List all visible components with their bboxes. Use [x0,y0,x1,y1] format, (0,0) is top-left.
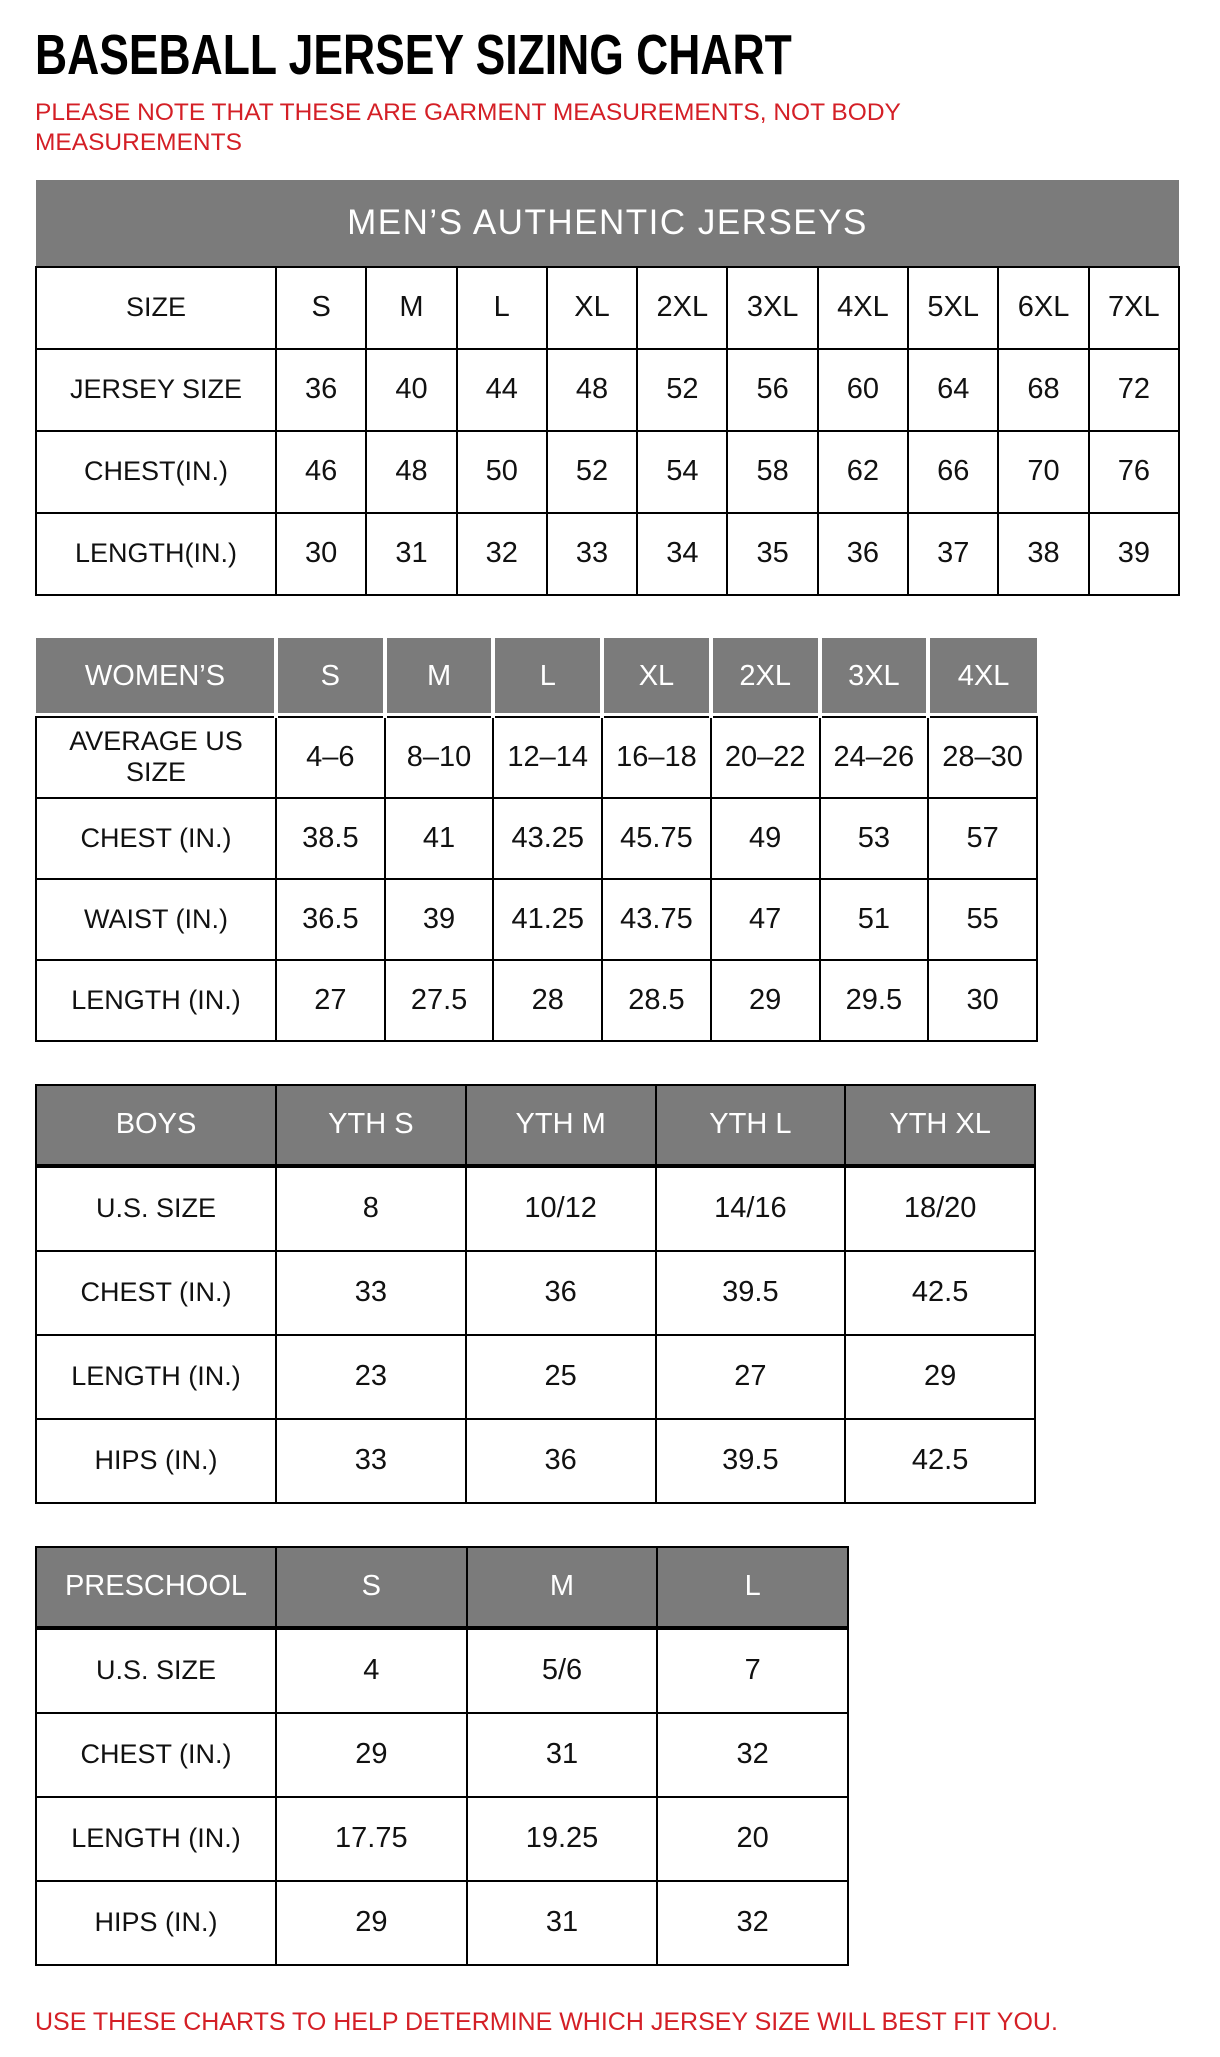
table-cell: 14/16 [656,1166,846,1251]
table-cell: 40 [366,349,456,431]
preschool-row-1 [36,1713,848,1797]
womens-header-row [36,638,1037,717]
table-cell: 29 [276,1713,467,1797]
table-cell: 27 [276,960,385,1041]
table-cell: XL [547,267,637,349]
table-cell: 29 [845,1335,1035,1419]
table-cell: 33 [276,1419,466,1503]
table-cell: 72 [1089,349,1179,431]
womens-row-2 [36,879,1037,960]
table-cell: 4–6 [276,717,385,798]
column-header: YTH L [656,1085,846,1166]
table-cell: 44 [457,349,547,431]
table-cell: 36 [276,349,366,431]
table-cell: 38.5 [276,798,385,879]
table-cell: 66 [908,431,998,513]
table-cell: 38 [998,513,1088,595]
table-cell: 29 [711,960,820,1041]
table-cell: 32 [457,513,547,595]
column-header: YTH XL [845,1085,1035,1166]
table-cell: 68 [998,349,1088,431]
table-cell: 24–26 [820,717,929,798]
table-cell: 37 [908,513,998,595]
column-header: XL [602,638,711,717]
table-cell: 25 [466,1335,656,1419]
table-cell: 2XL [637,267,727,349]
table-cell: 5XL [908,267,998,349]
boys-header-row [36,1085,1035,1166]
row-label: CHEST (IN.) [36,1713,276,1797]
fit-advice-footer: USE THESE CHARTS TO HELP DETERMINE WHICH JERSEY SIZE WILL BEST FIT YOU. [35,2007,1058,2036]
table-cell: 39.5 [656,1419,846,1503]
table-cell: 41.25 [493,879,602,960]
column-header: M [385,638,494,717]
row-label: CHEST(IN.) [36,431,276,513]
table-cell: 33 [547,513,637,595]
table-cell: 39 [1089,513,1179,595]
table-cell: 76 [1089,431,1179,513]
table-cell: S [276,267,366,349]
garment-measurement-note: PLEASE NOTE THAT THESE ARE GARMENT MEASUREMENTS, NOT BODY MEASUREMENTS [35,99,901,156]
table-cell: 3XL [727,267,817,349]
table-cell: 12–14 [493,717,602,798]
mens-banner-row [36,180,1179,267]
table-cell: 32 [657,1713,848,1797]
table-cell: 43.25 [493,798,602,879]
column-header: 3XL [820,638,929,717]
table-cell: 36.5 [276,879,385,960]
womens-row-0 [36,717,1037,798]
table-cell: 30 [928,960,1037,1041]
table-cell: 4XL [818,267,908,349]
row-label: LENGTH (IN.) [36,1797,276,1881]
table-cell: 31 [467,1713,658,1797]
table-cell: 16–18 [602,717,711,798]
column-header: S [276,1547,467,1628]
table-cell: 4 [276,1628,467,1713]
page-title: BASEBALL JERSEY SIZING CHART [35,23,792,87]
table-cell: 28 [493,960,602,1041]
table-cell: 70 [998,431,1088,513]
preschool-row-2 [36,1797,848,1881]
table-cell: 57 [928,798,1037,879]
table-cell: 8 [276,1166,466,1251]
row-label: U.S. SIZE [36,1628,276,1713]
boys-row-2 [36,1335,1035,1419]
mens-row-0 [36,267,1179,349]
table-cell: 31 [467,1881,658,1965]
column-header: L [657,1547,848,1628]
table-cell: 10/12 [466,1166,656,1251]
row-label: HIPS (IN.) [36,1881,276,1965]
table-cell: 48 [366,431,456,513]
table-cell: 50 [457,431,547,513]
table-cell: 47 [711,879,820,960]
column-header: M [467,1547,658,1628]
table-cell: 45.75 [602,798,711,879]
table-cell: M [366,267,456,349]
mens-sizing-table [35,180,1180,596]
mens-row-1 [36,349,1179,431]
table-cell: 42.5 [845,1251,1035,1335]
table-cell: 18/20 [845,1166,1035,1251]
mens-row-3 [36,513,1179,595]
mens-banner: MEN’S AUTHENTIC JERSEYS [36,180,1179,267]
table-cell: 5/6 [467,1628,658,1713]
table-cell: 20–22 [711,717,820,798]
table-cell: 53 [820,798,929,879]
table-cell: 43.75 [602,879,711,960]
womens-row-3 [36,960,1037,1041]
table-cell: 55 [928,879,1037,960]
mens-row-2 [36,431,1179,513]
row-label: WAIST (IN.) [36,879,276,960]
table-cell: 34 [637,513,727,595]
womens-sizing-table [35,638,1038,1042]
table-cell: 62 [818,431,908,513]
table-cell: 42.5 [845,1419,1035,1503]
row-label: AVERAGE US SIZE [36,717,276,798]
table-cell: 64 [908,349,998,431]
table-cell: 17.75 [276,1797,467,1881]
table-cell: 19.25 [467,1797,658,1881]
table-cell: 32 [657,1881,848,1965]
table-cell: 28.5 [602,960,711,1041]
table-cell: 8–10 [385,717,494,798]
table-cell: 56 [727,349,817,431]
table-cell: 39 [385,879,494,960]
row-label: SIZE [36,267,276,349]
table-cell: 36 [466,1419,656,1503]
boys-header-label: BOYS [36,1085,276,1166]
table-cell: 23 [276,1335,466,1419]
table-cell: 60 [818,349,908,431]
boys-sizing-table [35,1084,1036,1504]
column-header: S [276,638,385,717]
table-cell: 39.5 [656,1251,846,1335]
table-cell: 29 [276,1881,467,1965]
row-label: CHEST (IN.) [36,1251,276,1335]
table-cell: L [457,267,547,349]
table-cell: 31 [366,513,456,595]
table-cell: 58 [727,431,817,513]
row-label: LENGTH (IN.) [36,1335,276,1419]
table-cell: 7XL [1089,267,1179,349]
table-cell: 54 [637,431,727,513]
table-cell: 36 [466,1251,656,1335]
table-cell: 46 [276,431,366,513]
boys-row-1 [36,1251,1035,1335]
womens-row-1 [36,798,1037,879]
table-cell: 20 [657,1797,848,1881]
table-cell: 51 [820,879,929,960]
column-header: L [493,638,602,717]
preschool-sizing-table [35,1546,849,1966]
table-cell: 6XL [998,267,1088,349]
column-header: 2XL [711,638,820,717]
column-header: 4XL [928,638,1037,717]
column-header: YTH S [276,1085,466,1166]
table-cell: 49 [711,798,820,879]
preschool-header-row [36,1547,848,1628]
table-cell: 27 [656,1335,846,1419]
row-label: JERSEY SIZE [36,349,276,431]
preschool-row-3 [36,1881,848,1965]
boys-row-0 [36,1166,1035,1251]
table-cell: 27.5 [385,960,494,1041]
row-label: CHEST (IN.) [36,798,276,879]
preschool-row-0 [36,1628,848,1713]
table-cell: 28–30 [928,717,1037,798]
table-cell: 36 [818,513,908,595]
boys-row-3 [36,1419,1035,1503]
table-cell: 30 [276,513,366,595]
preschool-header-label: PRESCHOOL [36,1547,276,1628]
table-cell: 48 [547,349,637,431]
table-cell: 41 [385,798,494,879]
womens-header-label: WOMEN’S [36,638,276,717]
table-cell: 7 [657,1628,848,1713]
table-cell: 33 [276,1251,466,1335]
row-label: LENGTH(IN.) [36,513,276,595]
table-cell: 52 [547,431,637,513]
table-cell: 35 [727,513,817,595]
row-label: HIPS (IN.) [36,1419,276,1503]
table-cell: 52 [637,349,727,431]
row-label: U.S. SIZE [36,1166,276,1251]
row-label: LENGTH (IN.) [36,960,276,1041]
column-header: YTH M [466,1085,656,1166]
table-cell: 29.5 [820,960,929,1041]
